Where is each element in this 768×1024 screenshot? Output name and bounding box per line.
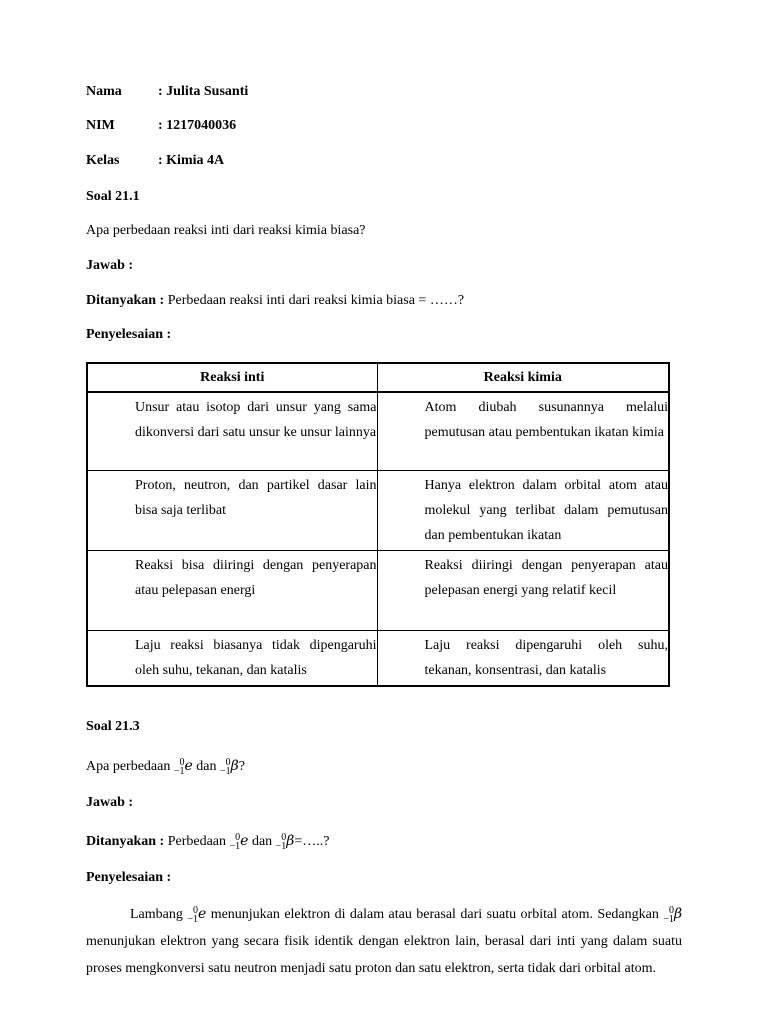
beta-symbol [663,901,682,928]
name-label: Nama [86,84,122,99]
symbol-beta: β [230,758,239,774]
soal1-ditanyakan-text: Perbedaan reaksi inti dari reaksi kimia biasa = ……? [167,293,465,308]
charge-number: −1 [275,841,287,852]
cell-text: Reaksi diiringi dengan penyerapan atau pelepasan energi yang relatif kecil [424,558,668,598]
beta-symbol [220,757,239,776]
soal3-ditanyakan [86,832,330,851]
symbol-e: e [184,758,193,774]
name-separator: : [158,84,163,99]
mass-number: 0 [225,757,231,768]
name-row [86,83,248,101]
soal1-ditanyakan-label: Ditanyakan : [86,293,165,308]
charge-number: −1 [173,766,185,777]
table-cell [87,551,377,631]
cell-text: Proton, neutron, dan partikel dasar lain bisa saja terlibat [135,478,377,518]
soal3-answer-paragraph [86,901,682,982]
table-cell [87,392,377,471]
soal3-question-pre: Apa perbedaan [86,759,171,774]
cell-text: Laju reaksi biasanya tidak dipengaruhi oleh suhu, tekanan, dan katalis [135,638,377,678]
cell-text: Laju reaksi dipengaruhi oleh suhu, tekanan, konsentrasi, dan katalis [424,638,668,678]
soal3-ditanyakan-pre: Perbedaan [167,834,226,849]
table-cell [377,471,669,551]
table-cell [377,392,669,471]
name-value: Julita Susanti [166,84,249,99]
class-row [86,152,224,170]
symbol-e: e [240,833,249,849]
charge-number: −1 [229,841,241,852]
soal3-ditanyakan-label: Ditanyakan : [86,834,165,849]
mass-number: 0 [179,757,185,768]
symbol-e: e [197,906,207,922]
nim-separator: : [158,118,163,133]
table-header-row [87,363,669,392]
table-cell [87,471,377,551]
soal3-question-post: ? [238,759,245,774]
class-label: Kelas [86,153,120,168]
soal1-title: Soal 21.1 [86,189,140,204]
soal3-question-mid: dan [196,759,217,774]
table-row [87,551,669,631]
soal1-ditanyakan [86,292,464,310]
para-part2: menunjukan elektron di dalam atau berasal dari suatu orbital atom. Sedangkan [210,907,659,922]
soal3-ditanyakan-post: =…..? [294,834,330,849]
cell-text: Hanya elektron dalam orbital atom atau molekul yang terlibat dalam pemutusan dan pembentukan ikatan [424,478,668,543]
soal1-jawab-label: Jawab : [86,258,134,273]
para-part3: menunjukan elektron yang secara fisik identik dengan elektron lain, berasal dari inti yang dalam suatu proses mengkonversi satu neutron menjadi satu proton dan satu elektron, serta tidak dari orbital atom. [86,934,682,976]
soal3-jawab-label: Jawab : [86,795,134,810]
table-cell [87,631,377,687]
mass-number: 0 [668,905,674,916]
electron-symbol [174,757,193,776]
table-row [87,392,669,471]
symbol-beta: β [673,906,683,922]
cell-text: Unsur atau isotop dari unsur yang sama dikonversi dari satu unsur ke unsur lainnya [135,400,377,440]
electron-symbol [230,832,249,851]
charge-number: −1 [663,914,674,925]
soal3-ditanyakan-mid: dan [251,834,273,849]
nim-label: NIM [86,118,115,133]
soal3-title: Soal 21.3 [86,719,140,734]
comparison-table [86,362,670,687]
charge-number: −1 [187,914,198,925]
soal3-question [86,757,245,776]
beta-symbol [276,832,295,851]
electron-symbol [187,901,206,928]
header-reaksi-kimia: Reaksi kimia [377,363,669,392]
soal1-question: Apa perbedaan reaksi inti dari reaksi kimia biasa? [86,223,366,238]
charge-number: −1 [220,766,231,777]
mass-number: 0 [235,832,241,843]
soal3-penyelesaian-label: Penyelesaian : [86,870,172,885]
table-cell [377,631,669,687]
nim-value: 1217040036 [166,118,237,133]
mass-number: 0 [192,905,198,916]
table-row [87,631,669,687]
class-value: Kimia 4A [166,153,225,168]
cell-text: Atom diubah susunannya melalui pemutusan atau pembentukan ikatan kimia [424,400,668,440]
header-reaksi-inti: Reaksi inti [87,363,377,392]
soal1-penyelesaian-label: Penyelesaian : [86,327,172,342]
para-part1: Lambang [130,907,183,922]
class-separator: : [158,153,163,168]
cell-text: Reaksi bisa diiringi dengan penyerapan atau pelepasan energi [135,558,377,598]
table-cell [377,551,669,631]
symbol-beta: β [286,833,295,849]
table-row [87,471,669,551]
nim-row [86,117,236,135]
mass-number: 0 [281,832,287,843]
